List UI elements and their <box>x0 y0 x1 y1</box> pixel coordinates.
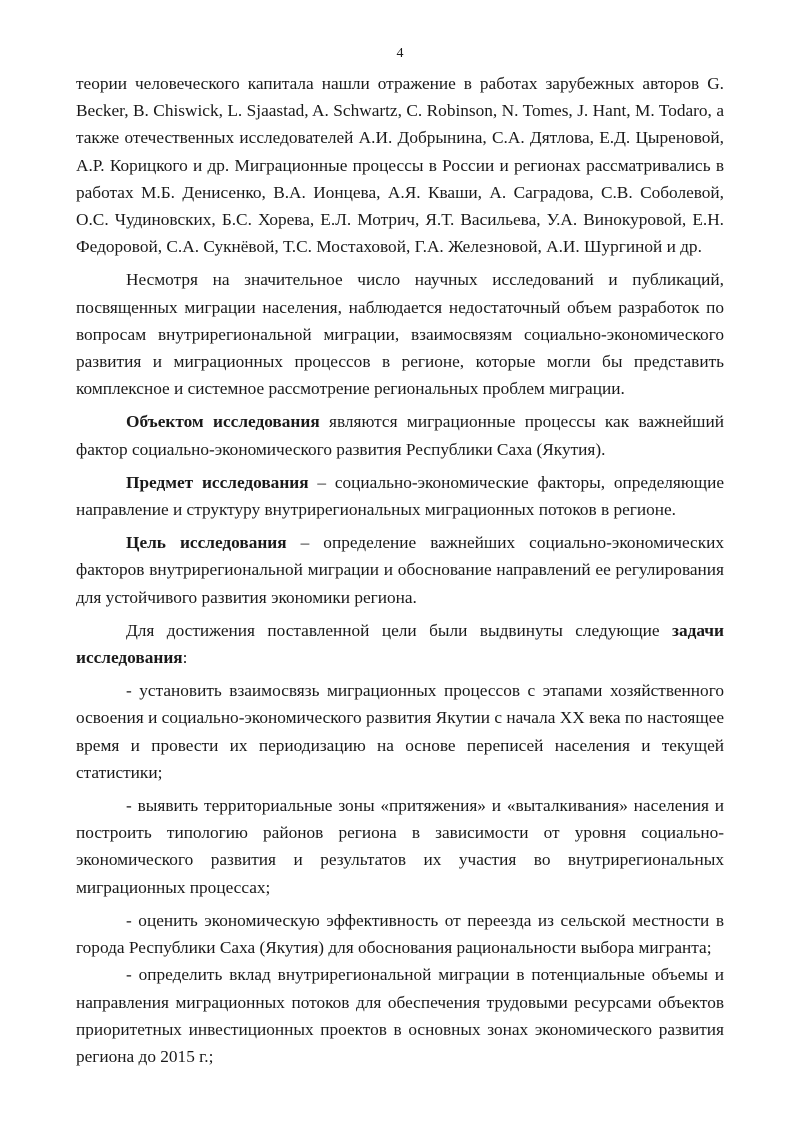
paragraph-research-object <box>76 408 724 462</box>
research-object-term: Объектом исследования <box>126 412 320 432</box>
page-number: 4 <box>396 46 404 61</box>
research-tasks-colon: : <box>182 648 188 668</box>
list-item-task-typology: - выявить территориальные зоны «притяжения» и «выталкивания» населения и построить типологию районов региона в зависимости от уровня социально-экономического развития и результатов их участия во внутрирегиональных миграционных процессах; <box>76 796 724 897</box>
paragraph-research-goal <box>76 529 724 611</box>
list-item-task-efficiency: - оценить экономическую эффективность от переезда из сельской местности в города Республики Саха (Якутия) для обоснования рациональности выбора мигранта; <box>76 910 724 958</box>
list-item-task-periodization: - установить взаимосвязь миграционных процессов с этапами хозяйственного освоения и социально-экономического развития Якутии с начала XX века по настоящее время и провести их периодизацию на основе переписей населения и текущей статистики; <box>76 681 724 782</box>
paragraph-research-subject <box>76 469 724 523</box>
research-subject-text: – социально-экономические факторы, определяющие направление и структуру внутрирегиональных миграционных потоков в регионе. <box>76 472 724 520</box>
research-goal-text: – определение важнейших социально-экономических факторов внутрирегиональной миграции и обоснование направлений ее регулирования для устойчивого развития экономики региона. <box>76 533 724 607</box>
document-body <box>76 70 724 1070</box>
research-subject-term: Предмет исследования <box>126 472 309 492</box>
paragraph-research-tasks-intro <box>76 617 724 671</box>
research-object-text: являются миграционные процессы как важнейший фактор социально-экономического развития Республики Саха (Якутия). <box>76 412 724 459</box>
research-tasks-term: задачи исследования <box>76 620 724 668</box>
paragraph-research-gap: Несмотря на значительное число научных исследований и публикаций, посвященных миграции населения, наблюдается недостаточный объем разработок по вопросам внутрирегиональной миграции, взаимосвязям социально-экономического развития и миграционных процессов в регионе, которые могли бы представить комплексное и системное рассмотрение региональных проблем миграции. <box>76 270 724 399</box>
research-tasks-intro-text: Для достижения поставленной цели были выдвинуты следующие <box>126 620 673 640</box>
list-item-task-migration-contribution: - определить вклад внутрирегиональной миграции в потенциальные объемы и направления миграционных потоков для обеспечения трудовыми ресурсами объектов приоритетных инвестиционных проектов в основных зонах экономического развития региона до 2015 г.; <box>76 965 724 1066</box>
research-goal-term: Цель исследования <box>126 533 287 553</box>
paragraph-human-capital-authors: теории человеческого капитала нашли отражение в работах зарубежных авторов G. Becker, B. Chiswick, L. Sjaastad, A. Schwartz, C. Robinson, N. Tomes, J. Hant, M. Todaro, а также отечественных исследователей А.И. Добрынина, С.А. Дятлова, Е.Д. Цыреновой, А.Р. Корицкого и др. Миграционные процессы в России и регионах рассматривались в работах М.Б. Денисенко, В.А. Ионцева, А.Я. Кваши, А. Саградова, С.В. Соболевой, О.С. Чудиновских, Б.С. Хорева, Е.Л. Мотрич, Я.Т. Васильева, У.А. Винокуровой, Е.Н. Федоровой, С.А. Сукнёвой, Т.С. Мостаховой, Г.А. Железновой, А.И. Шургиной и др. <box>76 74 724 257</box>
